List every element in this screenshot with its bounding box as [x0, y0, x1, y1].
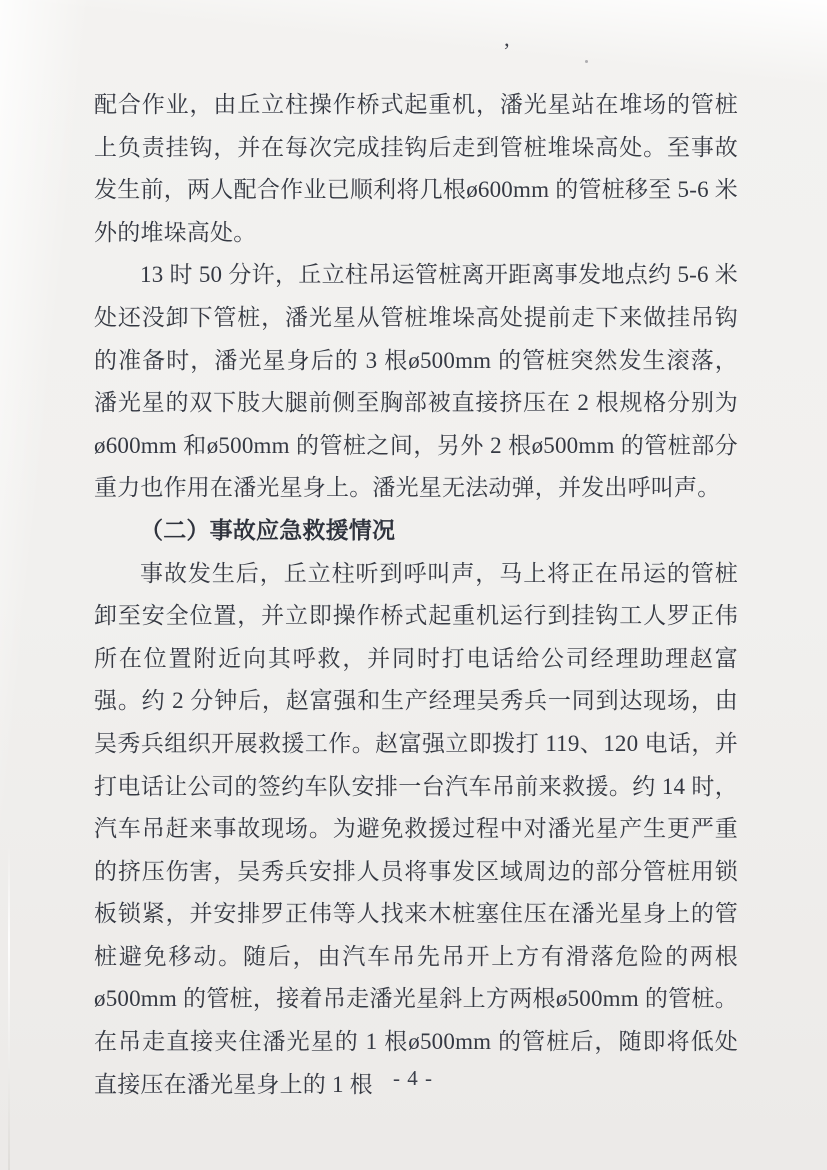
body-paragraph-continuation: 配合作业，由丘立柱操作桥式起重机，潘光星站在堆场的管桩上负责挂钩，并在每次完成挂钩后走到管桩堆垛高处。至事故发生前，两人配合作业已顺利将几根ø600mm 的管桩移至 5-6 米外的堆垛高处。: [94, 92, 738, 245]
section-heading: （二）事故应急救援情况: [140, 517, 396, 543]
page-number: - 4 -: [393, 1066, 433, 1090]
scan-artifact-mark: ’: [503, 38, 511, 63]
scan-artifact-speck: [585, 60, 588, 63]
page-content: [94, 84, 738, 1106]
body-paragraph-incident: 13 时 50 分许，丘立柱吊运管桩离开距离事发地点约 5-6 米处还没卸下管桩，潘光星从管桩堆垛高处提前走下来做挂吊钩的准备时，潘光星身后的 3 根ø500mm 的管桩突然发生滚落，潘光星的双下肢大腿前侧至胸部被直接挤压在 2 根规格分别为ø600mm 和ø500mm 的管桩之间，另外 2 根ø500mm 的管桩部分重力也作用在潘光星身上。潘光星无法动弹，并发出呼叫声。: [94, 262, 738, 501]
body-paragraph-rescue: 事故发生后，丘立柱听到呼叫声，马上将正在吊运的管桩卸至安全位置，并立即操作桥式起重机运行到挂钩工人罗正伟所在位置附近向其呼救，并同时打电话给公司经理助理赵富强。约 2 分钟后，赵富强和生产经理吴秀兵一同到达现场，由吴秀兵组织开展救援工作。赵富强立即拨打 119、120 电话，并打电话让公司的签约车队安排一台汽车吊前来救援。约 14 时，汽车吊赶来事故现场。为避免救援过程中对潘光星产生更严重的挤压伤害，吴秀兵安排人员将事发区域周边的部分管桩用锁板锁紧，并安排罗正伟等人找来木桩塞住压在潘光星身上的管桩避免移动。随后，由汽车吊先吊开上方有滑落危险的两根ø500mm 的管桩，接着吊走潘光星斜上方两根ø500mm 的管桩。在吊走直接夹住潘光星的 1 根ø500mm 的管桩后，随即将低处直接压在潘光星身上的 1 根: [94, 560, 738, 1097]
